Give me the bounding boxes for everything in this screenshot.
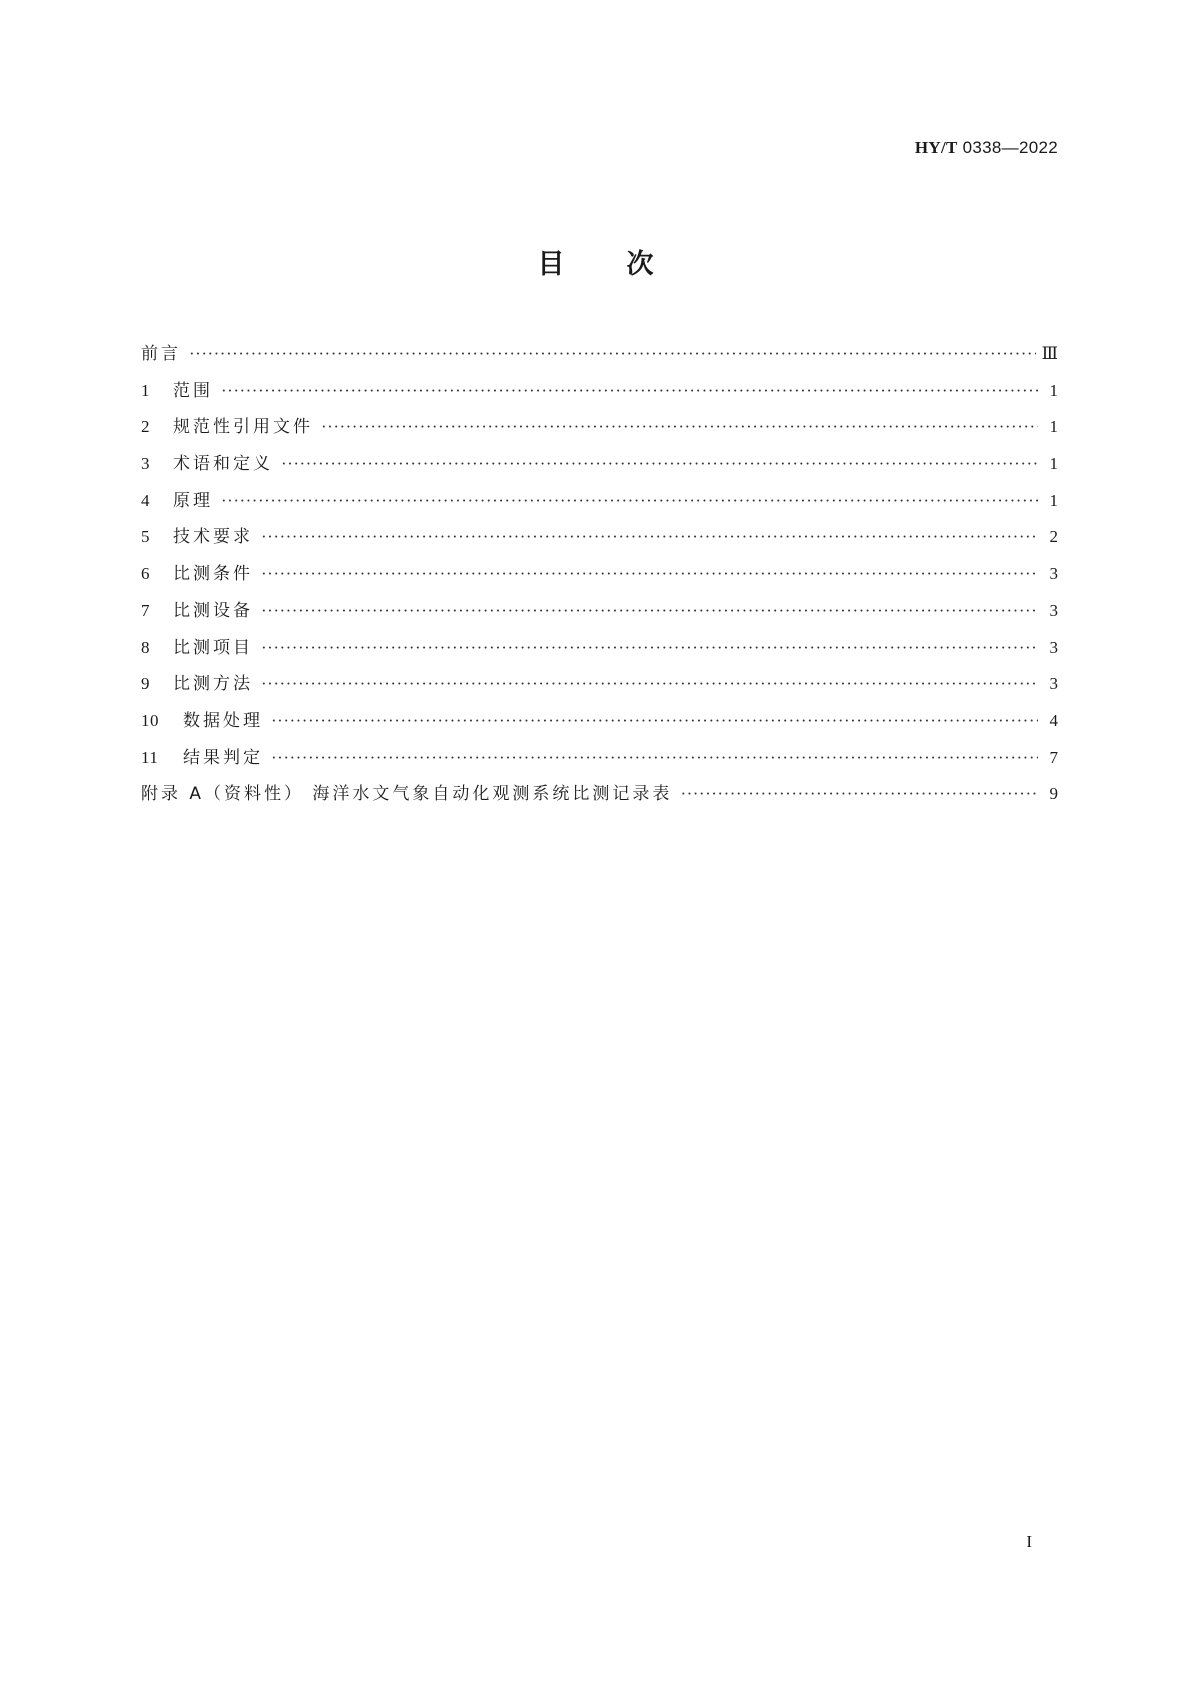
toc-entry-scope[interactable] <box>141 373 1058 410</box>
toc-entry-number: 8 <box>141 637 150 657</box>
toc-entry-label: 比测设备 <box>173 600 253 621</box>
dot-leader <box>221 483 1038 520</box>
toc-entry-label: 比测项目 <box>173 637 253 658</box>
toc-entry-label: 原理 <box>173 490 213 511</box>
toc-entry-page: 7 <box>1049 747 1058 767</box>
toc-entry-label: 数据处理 <box>183 710 263 731</box>
toc-entry-normative-references[interactable] <box>141 409 1058 446</box>
toc-entry-number: 4 <box>141 490 150 510</box>
toc-entry-comparison-equipment[interactable] <box>141 593 1058 630</box>
dot-leader <box>271 703 1038 740</box>
toc-entry-page: 2 <box>1049 527 1058 547</box>
standard-number: 0338—2022 <box>962 138 1058 157</box>
dot-leader <box>261 519 1038 556</box>
toc-entry-comparison-items[interactable] <box>141 630 1058 667</box>
toc-entry-label: 附录 A（资料性） 海洋水文气象自动化观测系统比测记录表 <box>141 784 673 805</box>
toc-entry-label: 比测方法 <box>173 674 253 695</box>
toc-entry-number: 10 <box>141 710 159 730</box>
toc-entry-result-judgment[interactable] <box>141 740 1058 777</box>
toc-entry-page: 4 <box>1049 710 1058 730</box>
dot-leader <box>321 409 1038 446</box>
dot-leader <box>261 593 1038 630</box>
toc-entry-terms[interactable] <box>141 446 1058 483</box>
toc-entry-page: 1 <box>1049 454 1058 474</box>
toc-entry-page: 1 <box>1049 417 1058 437</box>
dot-leader <box>261 666 1038 703</box>
toc-entry-annex-a[interactable] <box>141 776 1058 813</box>
dot-leader <box>189 336 1036 373</box>
toc-entry-label: 术语和定义 <box>173 454 273 475</box>
toc-entry-page: 1 <box>1049 490 1058 510</box>
toc-entry-page: 3 <box>1049 674 1058 694</box>
toc-entry-label: 前言 <box>141 344 181 364</box>
toc-entry-data-processing[interactable] <box>141 703 1058 740</box>
toc-entry-number: 7 <box>141 600 150 620</box>
toc-entry-label: 规范性引用文件 <box>173 417 313 438</box>
toc-entry-number: 6 <box>141 564 150 584</box>
standard-prefix: HY/T <box>914 138 958 157</box>
dot-leader <box>261 630 1038 667</box>
toc-entry-technical-requirements[interactable] <box>141 519 1058 556</box>
toc-entry-label: 技术要求 <box>173 527 253 548</box>
toc-entry-page: 3 <box>1049 564 1058 584</box>
toc-entry-label: 范围 <box>173 380 213 401</box>
page-title: 目次 <box>537 249 716 280</box>
dot-leader <box>221 373 1038 410</box>
dot-leader <box>271 740 1038 777</box>
dot-leader <box>261 556 1038 593</box>
page-number: I <box>1026 1532 1032 1551</box>
toc-entry-number: 2 <box>141 417 150 437</box>
toc-entry-page: 9 <box>1049 784 1058 804</box>
toc-entry-page: 3 <box>1049 637 1058 657</box>
table-of-contents <box>141 336 1058 813</box>
dot-leader <box>281 446 1038 483</box>
toc-entry-number: 5 <box>141 527 150 547</box>
toc-entry-page: 1 <box>1049 380 1058 400</box>
toc-entry-comparison-methods[interactable] <box>141 666 1058 703</box>
toc-entry-number: 11 <box>141 747 159 767</box>
toc-entry-page: 3 <box>1049 600 1058 620</box>
toc-entry-page: Ⅲ <box>1041 344 1058 363</box>
toc-entry-number: 3 <box>141 454 150 474</box>
standard-code <box>915 138 1058 158</box>
toc-entry-number: 9 <box>141 674 150 694</box>
toc-entry-comparison-conditions[interactable] <box>141 556 1058 593</box>
toc-entry-principle[interactable] <box>141 483 1058 520</box>
dot-leader <box>680 776 1038 813</box>
toc-entry-label: 比测条件 <box>173 564 253 585</box>
toc-entry-label: 结果判定 <box>183 747 263 768</box>
toc-entry-number: 1 <box>141 380 150 400</box>
toc-entry-foreword[interactable] <box>141 336 1058 373</box>
